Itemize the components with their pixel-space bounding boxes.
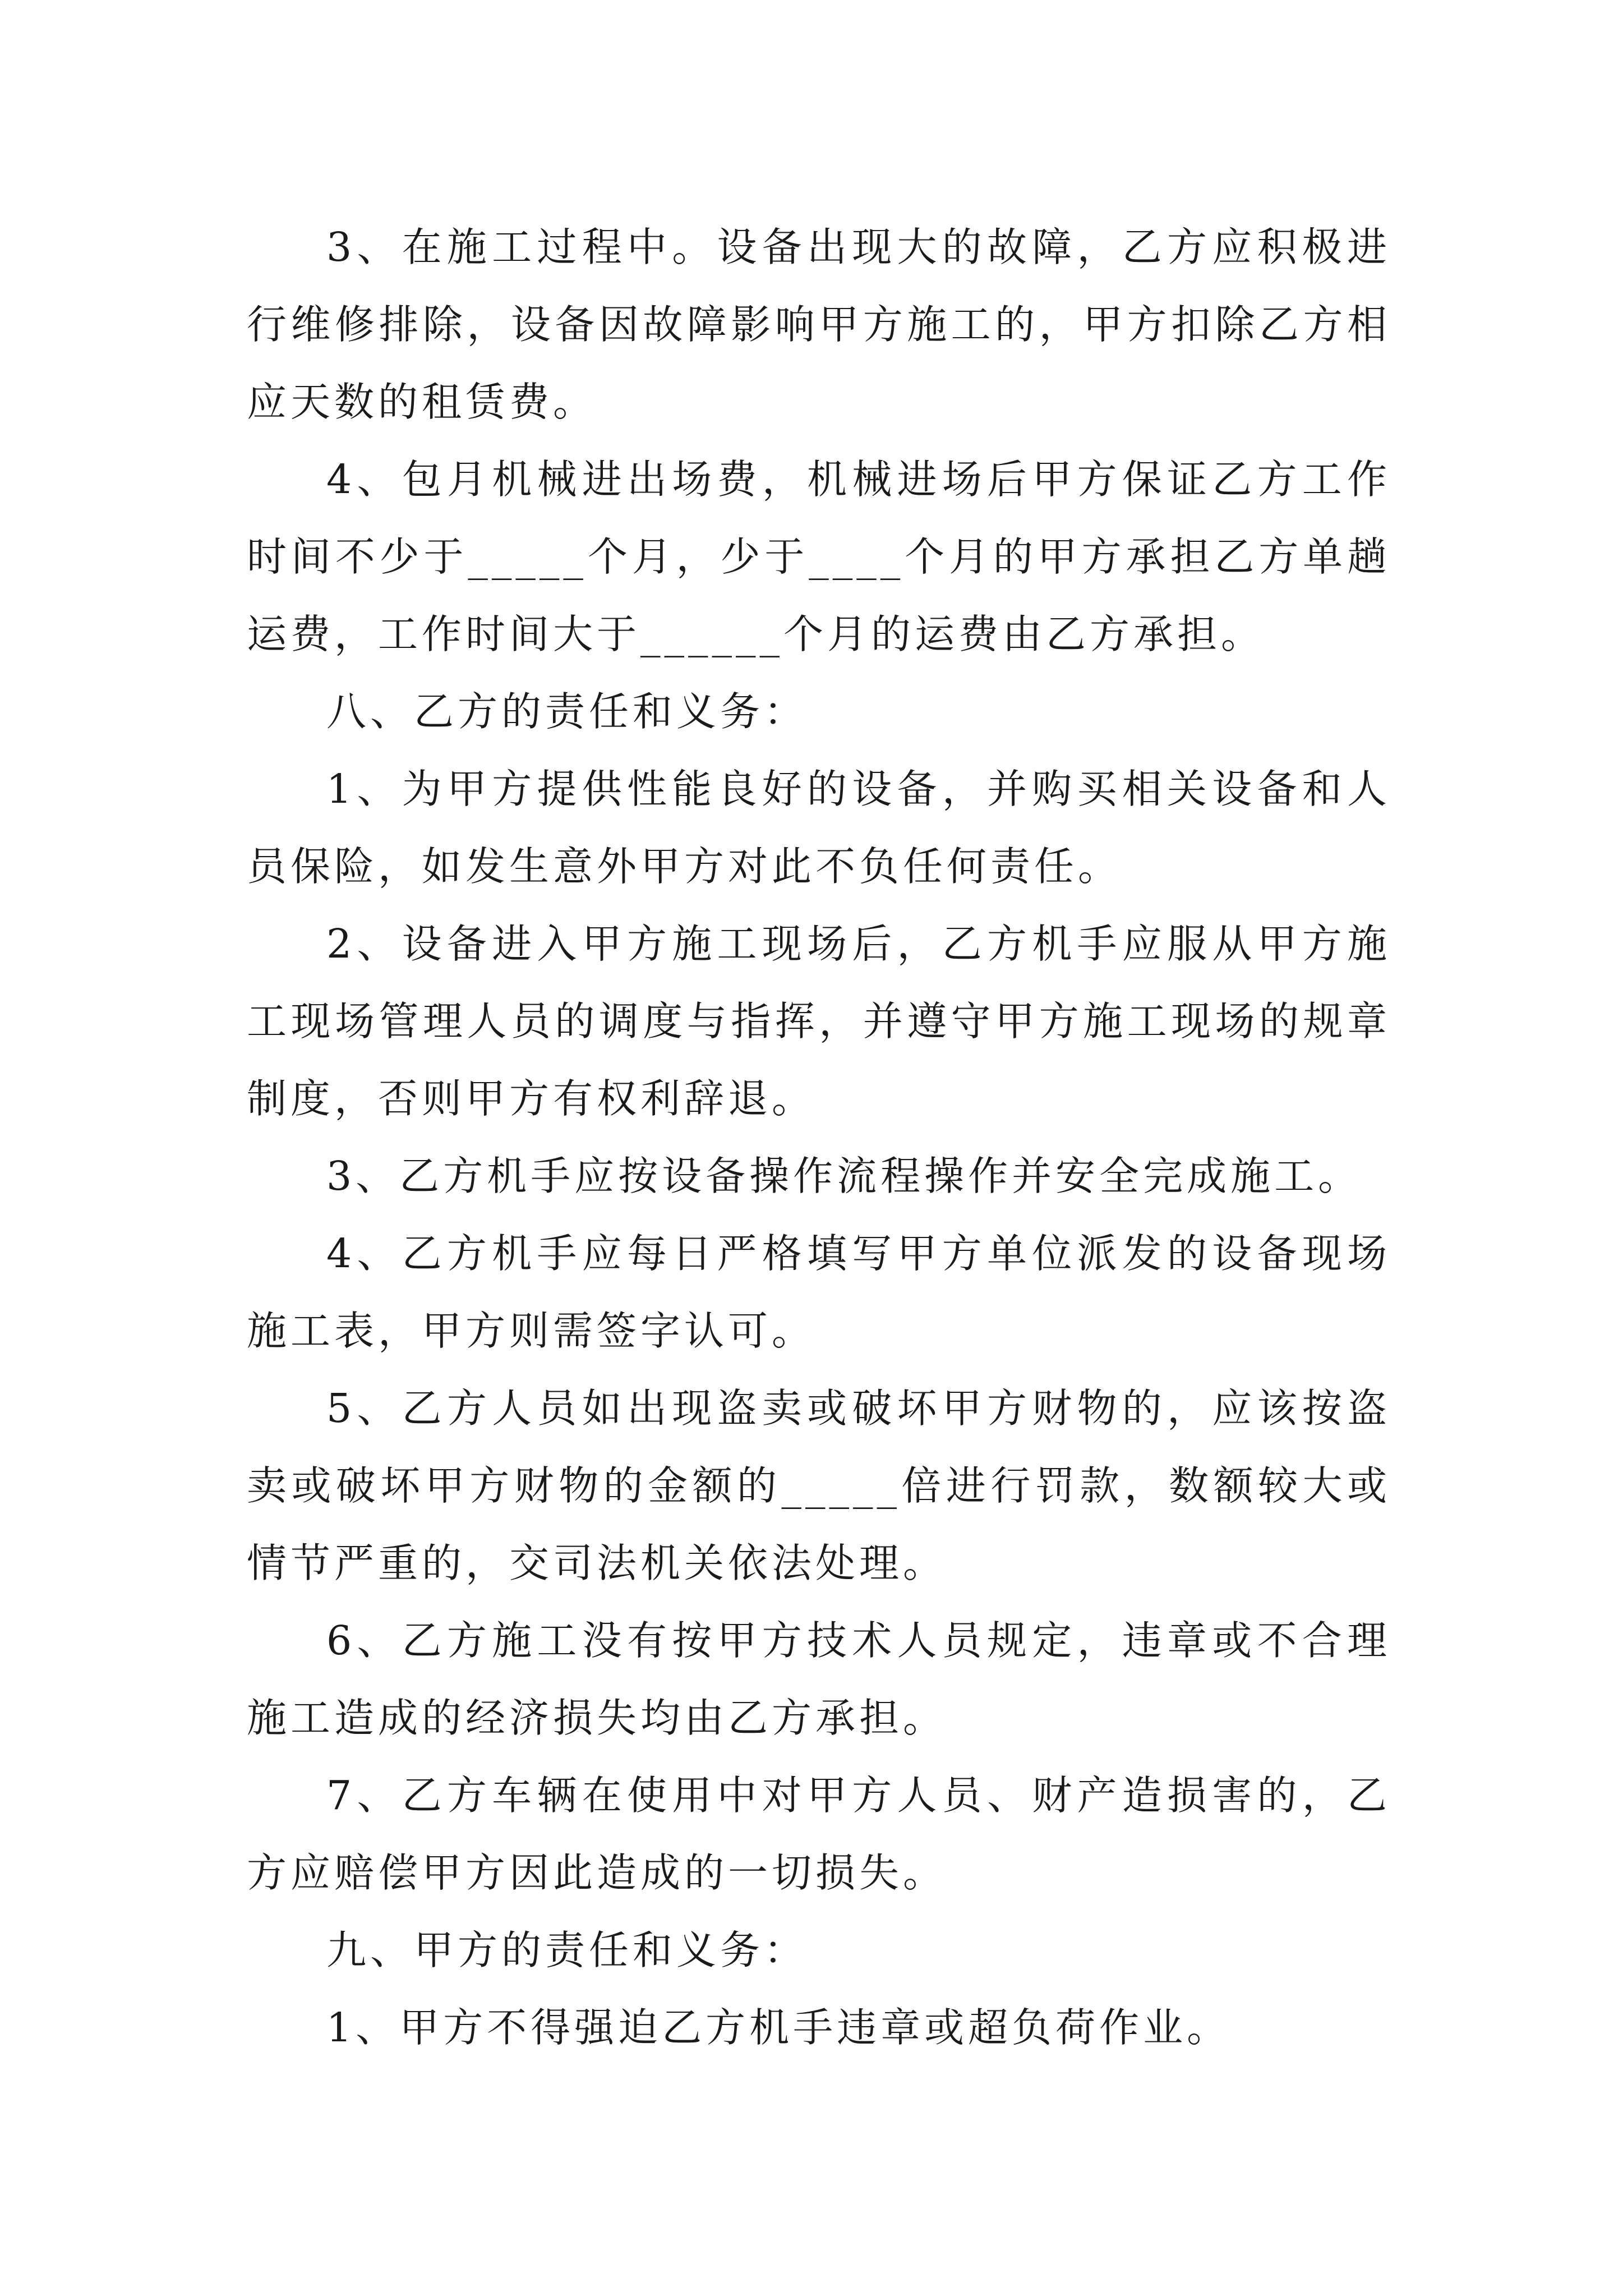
section-heading-party-a-duties: 九、甲方的责任和义务： xyxy=(326,1927,808,1973)
paragraph-clause-4-monthly-machinery-fees: 4、包月机械进出场费，机械进场后甲方保证乙方工作时间不少于_____个月，少于____个月的甲方承担乙方单趟运费，工作时间大于______个月的运费由乙方承担。 xyxy=(247,456,1391,657)
paragraph-b-duty-4: 4、乙方机手应每日严格填写甲方单位派发的设备现场施工表，甲方则需签字认可。 xyxy=(247,1230,1391,1354)
paragraph-b-duty-1: 1、为甲方提供性能良好的设备，并购买相关设备和人员保险，如发生意外甲方对此不负任何责任。 xyxy=(247,766,1391,890)
paragraph-b-duty-5: 5、乙方人员如出现盗卖或破坏甲方财物的，应该按盗卖或破坏甲方财物的金额的_____倍进行罚款，数额较大或情节严重的，交司法机关依法处理。 xyxy=(247,1385,1391,1586)
section-heading-party-b-duties: 八、乙方的责任和义务： xyxy=(326,688,808,735)
paragraph-b-duty-7: 7、乙方车辆在使用中对甲方人员、财产造损害的，乙方应赔偿甲方因此造成的一切损失。 xyxy=(247,1772,1391,1896)
paragraph-b-duty-6: 6、乙方施工没有按甲方技术人员规定，违章或不合理施工造成的经济损失均由乙方承担。 xyxy=(247,1617,1391,1741)
paragraph-clause-3-equipment-fault: 3、在施工过程中。设备出现大的故障，乙方应积极进行维修排除，设备因故障影响甲方施工的，甲方扣除乙方相应天数的租赁费。 xyxy=(247,224,1391,425)
paragraph-b-duty-2: 2、设备进入甲方施工现场后，乙方机手应服从甲方施工现场管理人员的调度与指挥，并遵守甲方施工现场的规章制度，否则甲方有权利辞退。 xyxy=(247,921,1391,1122)
paragraph-b-duty-3: 3、乙方机手应按设备操作流程操作并安全完成施工。 xyxy=(326,1153,1362,1199)
document-body xyxy=(247,209,1391,2067)
paragraph-a-duty-1: 1、甲方不得强迫乙方机手违章或超负荷作业。 xyxy=(326,2004,1231,2051)
